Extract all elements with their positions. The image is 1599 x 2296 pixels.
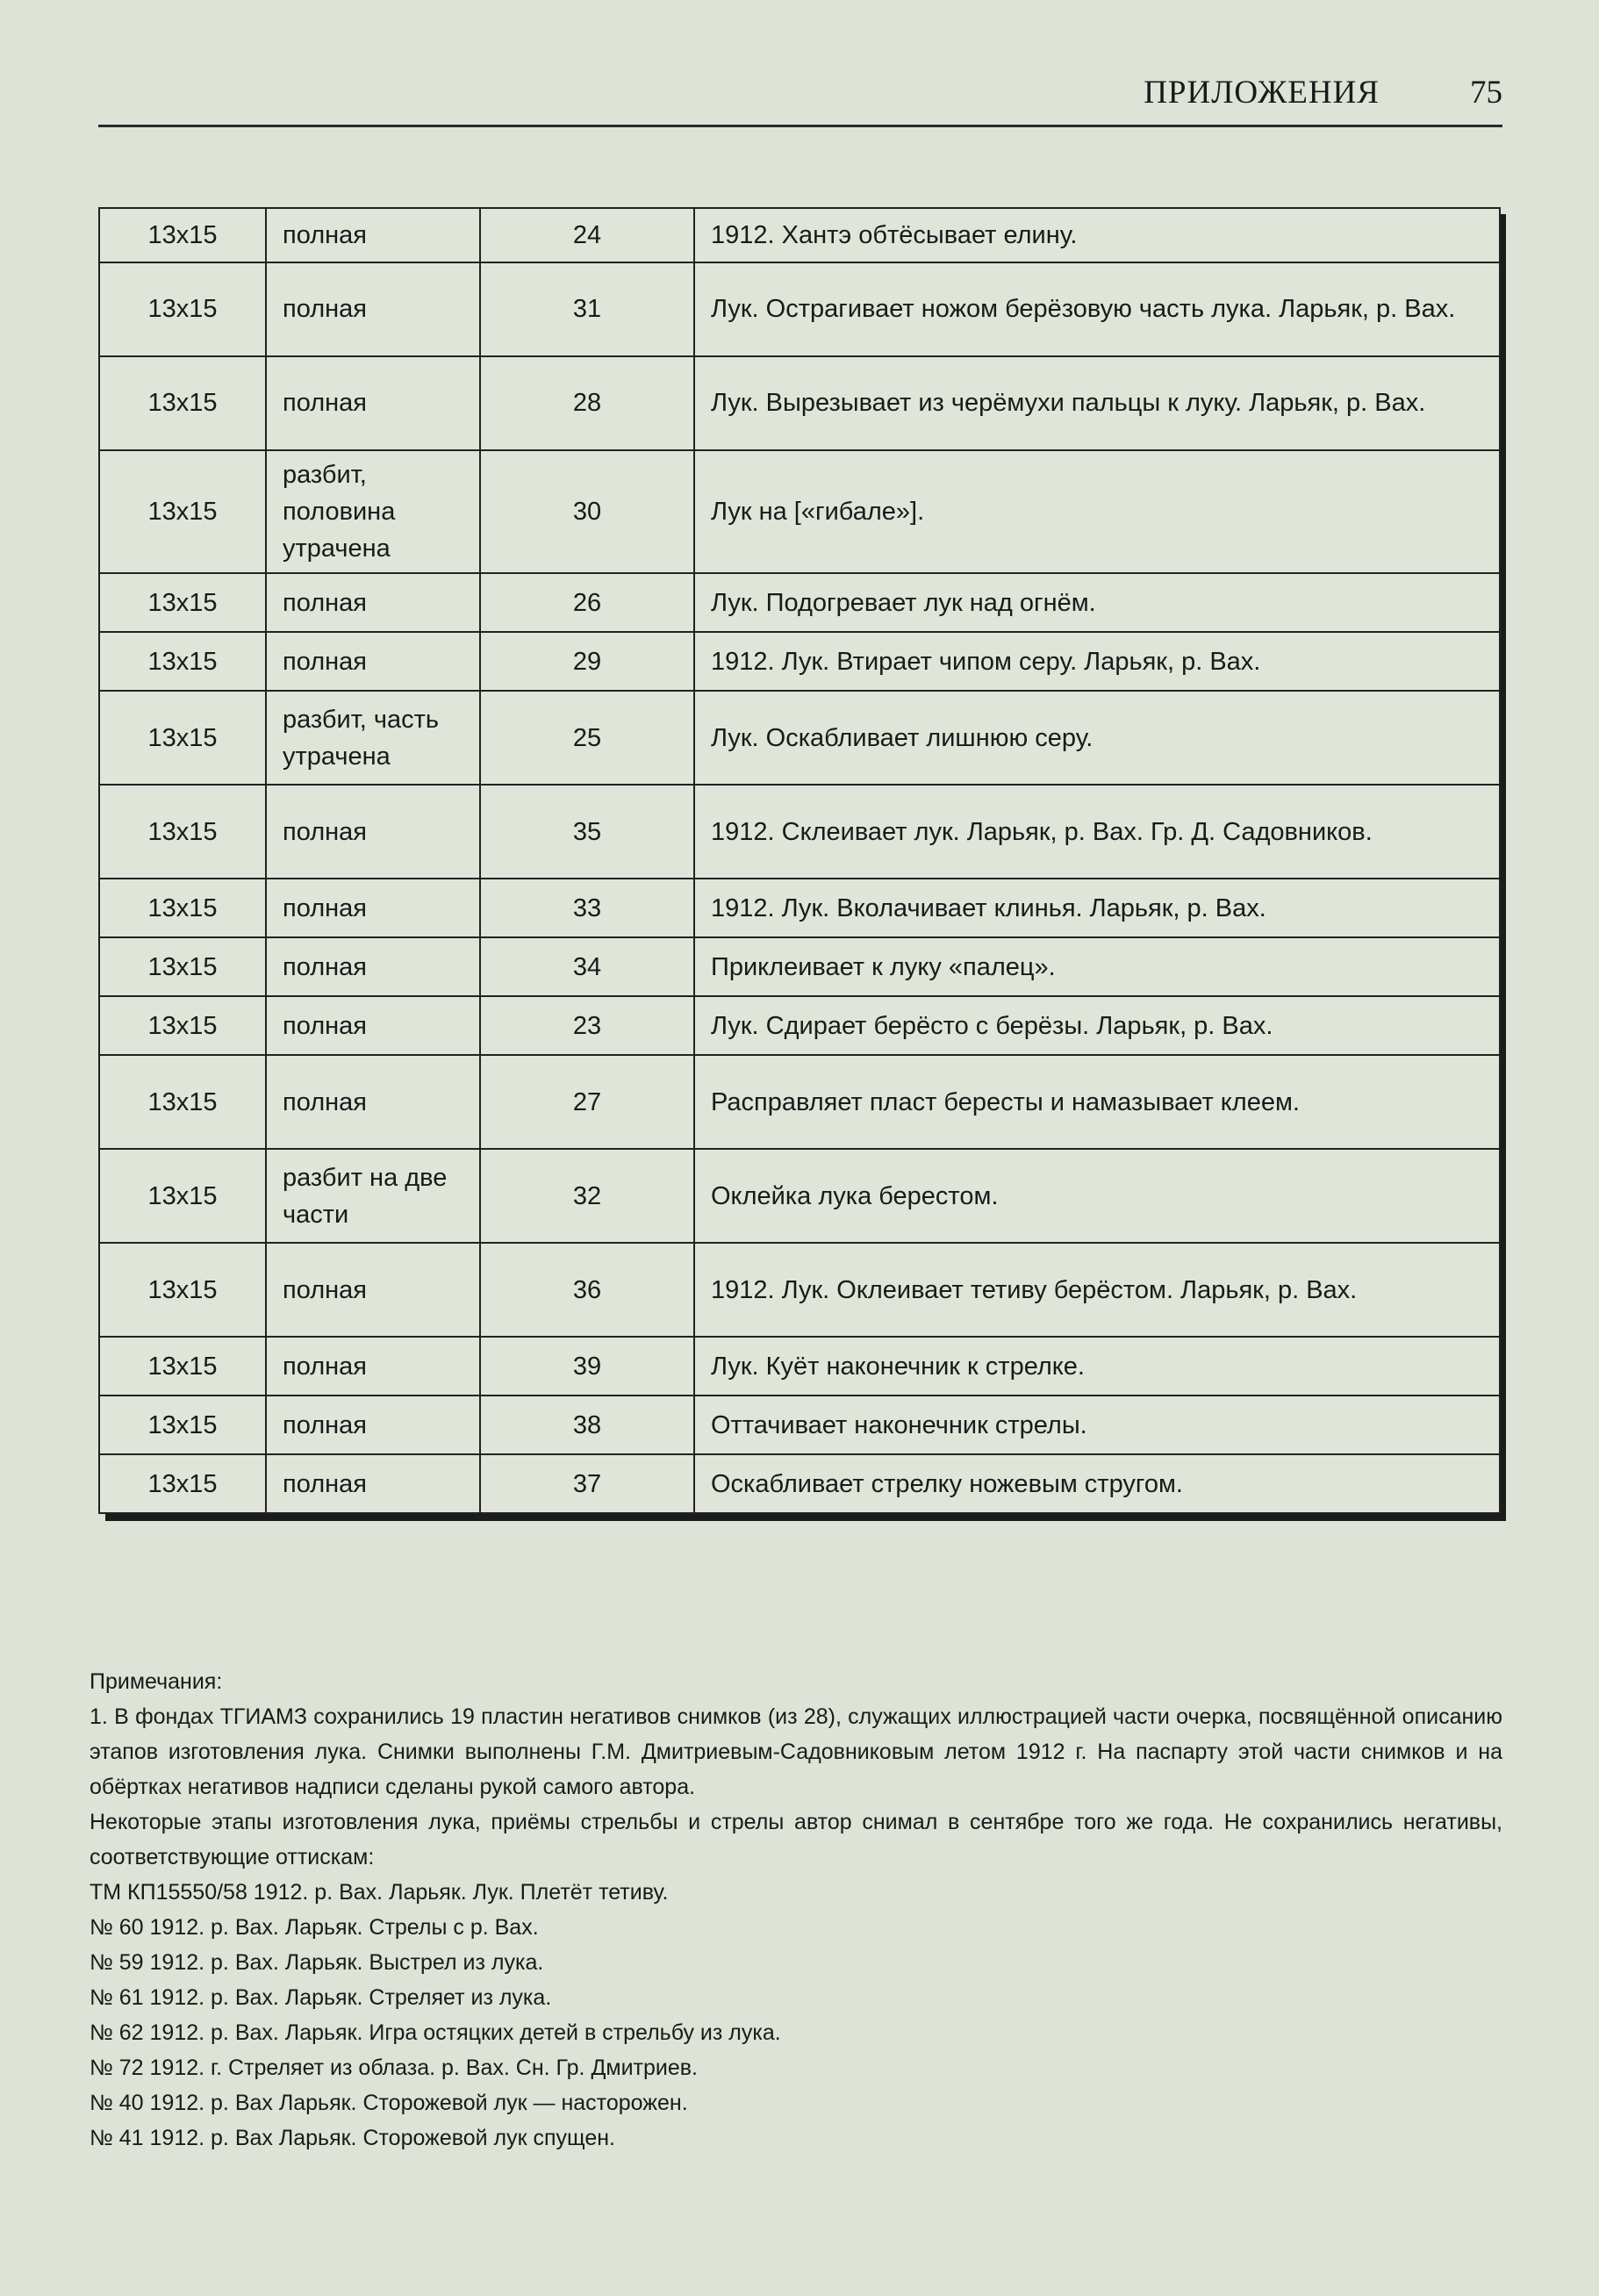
cell-number: 27 bbox=[480, 1055, 694, 1149]
cell-number: 26 bbox=[480, 573, 694, 632]
cell-state: полная bbox=[266, 208, 480, 262]
cell-number: 30 bbox=[480, 450, 694, 573]
cell-state: полная bbox=[266, 632, 480, 691]
cell-format: 13х15 bbox=[99, 1055, 266, 1149]
table-row bbox=[99, 691, 1500, 785]
cell-format: 13х15 bbox=[99, 262, 266, 356]
table-row bbox=[99, 1396, 1500, 1454]
page-number: 75 bbox=[1470, 75, 1502, 111]
cell-caption: Лук. Сдирает берёсто с берёзы. Ларьяк, р. Вах. bbox=[694, 996, 1500, 1055]
note-1: 1. В фондах ТГИАМЗ сохранились 19 пластин негативов снимков (из 28), служащих иллюстрацией части очерка, посвящённой описанию этапов изготовления лука. Снимки выполнены Г.М. Дмитриевым-Садовниковым летом 1912 г. На паспарту этой части снимков и на обёртках негативов надписи сделаны рукой самого автора. bbox=[90, 1704, 1502, 1799]
table-row bbox=[99, 937, 1500, 996]
cell-caption: Лук. Вырезывает из черёмухи пальцы к луку. Ларьяк, р. Вах. bbox=[694, 356, 1500, 450]
negatives-table bbox=[98, 207, 1501, 1514]
cell-format: 13х15 bbox=[99, 785, 266, 879]
note-item: № 61 1912. р. Вах. Ларьяк. Стреляет из лука. bbox=[90, 1985, 552, 2010]
cell-caption: 1912. Хантэ обтёсывает елину. bbox=[694, 208, 1500, 262]
cell-number: 28 bbox=[480, 356, 694, 450]
cell-format: 13х15 bbox=[99, 356, 266, 450]
cell-number: 32 bbox=[480, 1149, 694, 1243]
cell-caption: Приклеивает к луку «палец». bbox=[694, 937, 1500, 996]
table-row bbox=[99, 356, 1500, 450]
cell-caption: 1912. Лук. Оклеивает тетиву берёстом. Ларьяк, р. Вах. bbox=[694, 1243, 1500, 1337]
note-item: № 40 1912. р. Вах Ларьяк. Сторожевой лук — насторожен. bbox=[90, 2091, 688, 2115]
cell-state: разбит, половина утрачена bbox=[266, 450, 480, 573]
notes-section bbox=[90, 1664, 1502, 2156]
cell-state: полная bbox=[266, 1454, 480, 1513]
cell-number: 39 bbox=[480, 1337, 694, 1396]
notes-list bbox=[90, 1875, 1502, 2156]
cell-number: 24 bbox=[480, 208, 694, 262]
cell-format: 13х15 bbox=[99, 1149, 266, 1243]
note-item: № 62 1912. р. Вах. Ларьяк. Игра остяцких детей в стрельбу из лука. bbox=[90, 2020, 781, 2045]
cell-state: полная bbox=[266, 879, 480, 937]
cell-caption: Оклейка лука берестом. bbox=[694, 1149, 1500, 1243]
cell-format: 13х15 bbox=[99, 937, 266, 996]
cell-state: полная bbox=[266, 996, 480, 1055]
note-item: № 59 1912. р. Вах. Ларьяк. Выстрел из лука. bbox=[90, 1950, 544, 1975]
cell-state: полная bbox=[266, 937, 480, 996]
cell-caption: Лук на [«гибале»]. bbox=[694, 450, 1500, 573]
table-row bbox=[99, 1149, 1500, 1243]
cell-format: 13х15 bbox=[99, 1337, 266, 1396]
cell-state: полная bbox=[266, 262, 480, 356]
cell-state: разбит на две части bbox=[266, 1149, 480, 1243]
cell-state: полная bbox=[266, 785, 480, 879]
table-row bbox=[99, 262, 1500, 356]
cell-caption: Лук. Куёт наконечник к стрелке. bbox=[694, 1337, 1500, 1396]
table-row bbox=[99, 879, 1500, 937]
table-row bbox=[99, 632, 1500, 691]
table-row bbox=[99, 1454, 1500, 1513]
table-row bbox=[99, 573, 1500, 632]
cell-number: 36 bbox=[480, 1243, 694, 1337]
cell-caption: 1912. Склеивает лук. Ларьяк, р. Вах. Гр. Д. Садовников. bbox=[694, 785, 1500, 879]
table-row bbox=[99, 785, 1500, 879]
cell-state: разбит, часть утрачена bbox=[266, 691, 480, 785]
cell-caption: 1912. Лук. Втирает чипом серу. Ларьяк, р. Вах. bbox=[694, 632, 1500, 691]
cell-format: 13х15 bbox=[99, 208, 266, 262]
note-item: № 60 1912. р. Вах. Ларьяк. Стрелы с р. Вах. bbox=[90, 1915, 539, 1940]
note-2: Некоторые этапы изготовления лука, приёмы стрельбы и стрелы автор снимал в сентябре того же года. Не сохранились негативы, соответствующие оттискам: bbox=[90, 1810, 1502, 1869]
cell-number: 31 bbox=[480, 262, 694, 356]
cell-state: полная bbox=[266, 1243, 480, 1337]
table-row bbox=[99, 208, 1500, 262]
cell-format: 13х15 bbox=[99, 879, 266, 937]
cell-number: 33 bbox=[480, 879, 694, 937]
note-item: № 41 1912. р. Вах Ларьяк. Сторожевой лук спущен. bbox=[90, 2126, 615, 2150]
note-item: № 72 1912. г. Стреляет из облаза. р. Вах. Сн. Гр. Дмитриев. bbox=[90, 2056, 698, 2080]
notes-heading: Примечания: bbox=[90, 1669, 223, 1694]
cell-format: 13х15 bbox=[99, 573, 266, 632]
cell-caption: Расправляет пласт бересты и намазывает клеем. bbox=[694, 1055, 1500, 1149]
cell-format: 13х15 bbox=[99, 632, 266, 691]
note-item: ТМ КП15550/58 1912. р. Вах. Ларьяк. Лук. Плетёт тетиву. bbox=[90, 1880, 669, 1905]
cell-caption: Лук. Подогревает лук над огнём. bbox=[694, 573, 1500, 632]
cell-caption: 1912. Лук. Вколачивает клинья. Ларьяк, р. Вах. bbox=[694, 879, 1500, 937]
cell-number: 34 bbox=[480, 937, 694, 996]
table-row bbox=[99, 996, 1500, 1055]
cell-caption: Оскабливает стрелку ножевым стругом. bbox=[694, 1454, 1500, 1513]
cell-format: 13х15 bbox=[99, 1243, 266, 1337]
table-body bbox=[99, 208, 1500, 1513]
cell-format: 13х15 bbox=[99, 996, 266, 1055]
section-title: ПРИЛОЖЕНИЯ bbox=[1144, 75, 1380, 111]
cell-number: 35 bbox=[480, 785, 694, 879]
cell-format: 13х15 bbox=[99, 1454, 266, 1513]
cell-caption: Лук. Остpагивает ножом берёзовую часть лука. Ларьяк, р. Вах. bbox=[694, 262, 1500, 356]
table-row bbox=[99, 1055, 1500, 1149]
table-row bbox=[99, 1337, 1500, 1396]
cell-format: 13х15 bbox=[99, 691, 266, 785]
cell-state: полная bbox=[266, 1337, 480, 1396]
cell-state: полная bbox=[266, 1055, 480, 1149]
cell-state: полная bbox=[266, 573, 480, 632]
cell-state: полная bbox=[266, 1396, 480, 1454]
cell-number: 23 bbox=[480, 996, 694, 1055]
table-row bbox=[99, 1243, 1500, 1337]
running-header bbox=[98, 61, 1502, 127]
cell-number: 25 bbox=[480, 691, 694, 785]
cell-number: 37 bbox=[480, 1454, 694, 1513]
negatives-table-container bbox=[98, 207, 1499, 1514]
cell-caption: Лук. Оскабливает лишнюю серу. bbox=[694, 691, 1500, 785]
cell-number: 29 bbox=[480, 632, 694, 691]
cell-state: полная bbox=[266, 356, 480, 450]
cell-caption: Оттачивает наконечник стрелы. bbox=[694, 1396, 1500, 1454]
cell-format: 13х15 bbox=[99, 450, 266, 573]
table-row bbox=[99, 450, 1500, 573]
cell-format: 13х15 bbox=[99, 1396, 266, 1454]
cell-number: 38 bbox=[480, 1396, 694, 1454]
